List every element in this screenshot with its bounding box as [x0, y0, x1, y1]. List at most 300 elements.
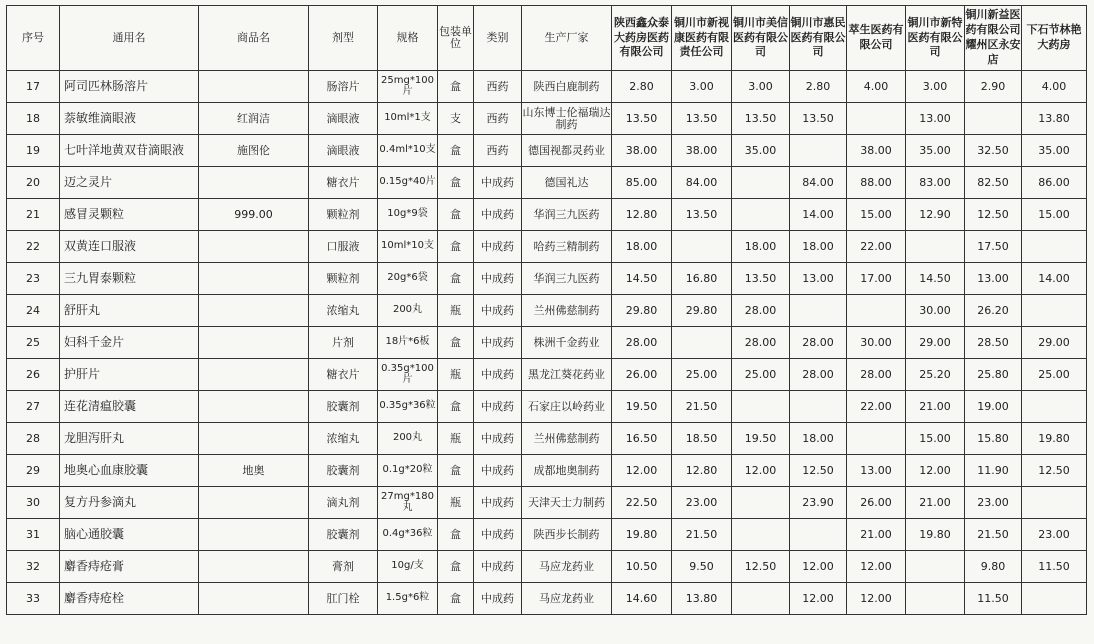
category-cell: 西药: [474, 103, 522, 135]
price-cell-supplier-3: 13.50: [732, 263, 790, 295]
price-cell-supplier-8: [1022, 487, 1087, 519]
manufacturer-cell: 德国视都灵药业: [522, 135, 612, 167]
price-cell-supplier-1: 16.50: [612, 423, 672, 455]
price-cell-supplier-4: 13.00: [790, 263, 847, 295]
dosage-form-cell: 颗粒剂: [309, 199, 378, 231]
spec-cell: 1.5g*6粒: [378, 583, 438, 615]
spec-cell: 27mg*180丸: [378, 487, 438, 519]
dosage-form-cell: 糖衣片: [309, 359, 378, 391]
generic-name-cell: 麝香痔疮栓: [60, 583, 199, 615]
price-cell-supplier-4: 12.00: [790, 583, 847, 615]
category-cell: 中成药: [474, 295, 522, 327]
pack-unit-cell: 瓶: [438, 359, 474, 391]
manufacturer-cell: 德国礼达: [522, 167, 612, 199]
price-cell-supplier-4: 28.00: [790, 359, 847, 391]
seq-cell: 19: [7, 135, 60, 167]
pack-unit-cell: 盒: [438, 135, 474, 167]
manufacturer-cell: 陕西步长制药: [522, 519, 612, 551]
price-cell-supplier-1: 19.50: [612, 391, 672, 423]
price-cell-supplier-2: 18.50: [672, 423, 732, 455]
seq-cell: 25: [7, 327, 60, 359]
price-cell-supplier-6: 12.90: [906, 199, 965, 231]
generic-name-cell: 感冒灵颗粒: [60, 199, 199, 231]
price-cell-supplier-1: 26.00: [612, 359, 672, 391]
trade-name-cell: [199, 487, 309, 519]
price-cell-supplier-5: 17.00: [847, 263, 906, 295]
price-cell-supplier-8: 11.50: [1022, 551, 1087, 583]
price-cell-supplier-7: [965, 103, 1022, 135]
pack-unit-cell: 盒: [438, 327, 474, 359]
price-cell-supplier-2: 13.50: [672, 199, 732, 231]
table-row: [7, 167, 1087, 199]
price-cell-supplier-7: 13.00: [965, 263, 1022, 295]
header-category: 类别: [474, 6, 522, 71]
trade-name-cell: [199, 71, 309, 103]
price-cell-supplier-5: [847, 295, 906, 327]
dosage-form-cell: 膏剂: [309, 551, 378, 583]
manufacturer-cell: 哈药三精制药: [522, 231, 612, 263]
price-cell-supplier-1: 19.80: [612, 519, 672, 551]
trade-name-cell: [199, 423, 309, 455]
price-cell-supplier-6: 21.00: [906, 391, 965, 423]
price-cell-supplier-5: 4.00: [847, 71, 906, 103]
price-cell-supplier-5: 15.00: [847, 199, 906, 231]
price-cell-supplier-6: [906, 583, 965, 615]
price-cell-supplier-1: 2.80: [612, 71, 672, 103]
header-seq: 序号: [7, 6, 60, 71]
price-cell-supplier-3: 19.50: [732, 423, 790, 455]
pack-unit-cell: 盒: [438, 391, 474, 423]
price-cell-supplier-2: 13.80: [672, 583, 732, 615]
spec-cell: 10g*9袋: [378, 199, 438, 231]
table-row: [7, 455, 1087, 487]
price-cell-supplier-7: 21.50: [965, 519, 1022, 551]
price-cell-supplier-7: 19.00: [965, 391, 1022, 423]
pack-unit-cell: 盒: [438, 583, 474, 615]
table-row: [7, 519, 1087, 551]
price-cell-supplier-8: [1022, 295, 1087, 327]
header-spec: 规格: [378, 6, 438, 71]
price-cell-supplier-1: 22.50: [612, 487, 672, 519]
price-cell-supplier-3: 28.00: [732, 295, 790, 327]
spec-cell: 20g*6袋: [378, 263, 438, 295]
category-cell: 中成药: [474, 167, 522, 199]
price-cell-supplier-8: 15.00: [1022, 199, 1087, 231]
category-cell: 中成药: [474, 423, 522, 455]
dosage-form-cell: 口服液: [309, 231, 378, 263]
price-cell-supplier-5: 12.00: [847, 583, 906, 615]
price-cell-supplier-8: [1022, 391, 1087, 423]
price-cell-supplier-8: [1022, 231, 1087, 263]
pack-unit-cell: 瓶: [438, 423, 474, 455]
pack-unit-cell: 瓶: [438, 487, 474, 519]
price-cell-supplier-2: 21.50: [672, 519, 732, 551]
generic-name-cell: 舒肝丸: [60, 295, 199, 327]
price-cell-supplier-5: 13.00: [847, 455, 906, 487]
price-cell-supplier-3: [732, 583, 790, 615]
category-cell: 中成药: [474, 519, 522, 551]
price-cell-supplier-6: 21.00: [906, 487, 965, 519]
price-cell-supplier-6: 83.00: [906, 167, 965, 199]
manufacturer-cell: 兰州佛慈制药: [522, 295, 612, 327]
generic-name-cell: 迈之灵片: [60, 167, 199, 199]
price-cell-supplier-8: 23.00: [1022, 519, 1087, 551]
header-supplier-7: 铜川新益医药有限公司耀州区永安店: [965, 6, 1022, 71]
generic-name-cell: 双黄连口服液: [60, 231, 199, 263]
price-cell-supplier-7: 2.90: [965, 71, 1022, 103]
header-supplier-6: 铜川市新特医药有限公司: [906, 6, 965, 71]
table-row: [7, 359, 1087, 391]
price-cell-supplier-2: 29.80: [672, 295, 732, 327]
seq-cell: 31: [7, 519, 60, 551]
price-cell-supplier-6: 13.00: [906, 103, 965, 135]
price-cell-supplier-6: 14.50: [906, 263, 965, 295]
price-cell-supplier-8: [1022, 583, 1087, 615]
category-cell: 中成药: [474, 487, 522, 519]
table-row: [7, 551, 1087, 583]
trade-name-cell: [199, 231, 309, 263]
seq-cell: 32: [7, 551, 60, 583]
manufacturer-cell: 兰州佛慈制药: [522, 423, 612, 455]
price-cell-supplier-4: 2.80: [790, 71, 847, 103]
spec-cell: 10ml*1支: [378, 103, 438, 135]
category-cell: 中成药: [474, 231, 522, 263]
price-table: [6, 5, 1087, 615]
price-cell-supplier-5: 26.00: [847, 487, 906, 519]
manufacturer-cell: 陕西白鹿制药: [522, 71, 612, 103]
table-row: [7, 103, 1087, 135]
dosage-form-cell: 胶囊剂: [309, 455, 378, 487]
price-cell-supplier-1: 18.00: [612, 231, 672, 263]
price-cell-supplier-4: 28.00: [790, 327, 847, 359]
price-cell-supplier-4: 13.50: [790, 103, 847, 135]
dosage-form-cell: 片剂: [309, 327, 378, 359]
table-row: [7, 487, 1087, 519]
dosage-form-cell: 滴丸剂: [309, 487, 378, 519]
spec-cell: 18片*6板: [378, 327, 438, 359]
header-dosage-form: 剂型: [309, 6, 378, 71]
price-cell-supplier-1: 10.50: [612, 551, 672, 583]
price-cell-supplier-7: 15.80: [965, 423, 1022, 455]
price-cell-supplier-2: 25.00: [672, 359, 732, 391]
generic-name-cell: 地奥心血康胶囊: [60, 455, 199, 487]
spec-cell: 0.4g*36粒: [378, 519, 438, 551]
dosage-form-cell: 滴眼液: [309, 135, 378, 167]
table-row: [7, 583, 1087, 615]
price-cell-supplier-2: 16.80: [672, 263, 732, 295]
table-row: [7, 135, 1087, 167]
generic-name-cell: 妇科千金片: [60, 327, 199, 359]
price-cell-supplier-3: [732, 167, 790, 199]
category-cell: 中成药: [474, 583, 522, 615]
price-cell-supplier-7: 28.50: [965, 327, 1022, 359]
spec-cell: 0.4ml*10支: [378, 135, 438, 167]
price-cell-supplier-1: 12.80: [612, 199, 672, 231]
pack-unit-cell: 盒: [438, 455, 474, 487]
spec-cell: 10ml*10支: [378, 231, 438, 263]
price-cell-supplier-4: 18.00: [790, 423, 847, 455]
price-cell-supplier-1: 29.80: [612, 295, 672, 327]
manufacturer-cell: 天津天士力制药: [522, 487, 612, 519]
spec-cell: 0.35g*36粒: [378, 391, 438, 423]
price-cell-supplier-4: 14.00: [790, 199, 847, 231]
trade-name-cell: [199, 263, 309, 295]
trade-name-cell: [199, 583, 309, 615]
seq-cell: 17: [7, 71, 60, 103]
header-trade-name: 商品名: [199, 6, 309, 71]
price-cell-supplier-1: 38.00: [612, 135, 672, 167]
price-cell-supplier-2: 13.50: [672, 103, 732, 135]
seq-cell: 28: [7, 423, 60, 455]
price-cell-supplier-7: 9.80: [965, 551, 1022, 583]
trade-name-cell: [199, 359, 309, 391]
price-cell-supplier-2: 9.50: [672, 551, 732, 583]
seq-cell: 29: [7, 455, 60, 487]
price-cell-supplier-1: 14.60: [612, 583, 672, 615]
seq-cell: 21: [7, 199, 60, 231]
price-cell-supplier-5: 21.00: [847, 519, 906, 551]
pack-unit-cell: 盒: [438, 167, 474, 199]
price-cell-supplier-1: 13.50: [612, 103, 672, 135]
price-cell-supplier-6: 19.80: [906, 519, 965, 551]
generic-name-cell: 三九胃泰颗粒: [60, 263, 199, 295]
trade-name-cell: 施图伦: [199, 135, 309, 167]
spec-cell: 200丸: [378, 295, 438, 327]
table-body: [7, 71, 1087, 615]
price-cell-supplier-2: [672, 327, 732, 359]
category-cell: 中成药: [474, 391, 522, 423]
generic-name-cell: 龙胆泻肝丸: [60, 423, 199, 455]
price-cell-supplier-3: 28.00: [732, 327, 790, 359]
generic-name-cell: 七叶洋地黄双苷滴眼液: [60, 135, 199, 167]
table-row: [7, 231, 1087, 263]
manufacturer-cell: 黑龙江葵花药业: [522, 359, 612, 391]
trade-name-cell: 999.00: [199, 199, 309, 231]
price-cell-supplier-5: 38.00: [847, 135, 906, 167]
dosage-form-cell: 浓缩丸: [309, 423, 378, 455]
manufacturer-cell: 成都地奥制药: [522, 455, 612, 487]
price-cell-supplier-5: 28.00: [847, 359, 906, 391]
dosage-form-cell: 肛门栓: [309, 583, 378, 615]
manufacturer-cell: 华润三九医药: [522, 199, 612, 231]
category-cell: 中成药: [474, 455, 522, 487]
price-cell-supplier-2: [672, 231, 732, 263]
price-cell-supplier-7: 82.50: [965, 167, 1022, 199]
price-cell-supplier-3: 18.00: [732, 231, 790, 263]
spec-cell: 25mg*100片: [378, 71, 438, 103]
spec-cell: 0.35g*100片: [378, 359, 438, 391]
table-row: [7, 263, 1087, 295]
generic-name-cell: 萘敏维滴眼液: [60, 103, 199, 135]
category-cell: 中成药: [474, 551, 522, 583]
table-row: [7, 327, 1087, 359]
price-cell-supplier-2: 21.50: [672, 391, 732, 423]
category-cell: 中成药: [474, 359, 522, 391]
price-cell-supplier-3: 13.50: [732, 103, 790, 135]
price-cell-supplier-4: 23.90: [790, 487, 847, 519]
category-cell: 中成药: [474, 327, 522, 359]
price-cell-supplier-8: 14.00: [1022, 263, 1087, 295]
pack-unit-cell: 瓶: [438, 295, 474, 327]
price-cell-supplier-3: 25.00: [732, 359, 790, 391]
spec-cell: 10g/支: [378, 551, 438, 583]
price-cell-supplier-8: 29.00: [1022, 327, 1087, 359]
trade-name-cell: [199, 167, 309, 199]
price-cell-supplier-6: 25.20: [906, 359, 965, 391]
pack-unit-cell: 盒: [438, 71, 474, 103]
header-manufacturer: 生产厂家: [522, 6, 612, 71]
price-cell-supplier-4: 12.50: [790, 455, 847, 487]
price-cell-supplier-3: [732, 519, 790, 551]
spec-cell: 0.1g*20粒: [378, 455, 438, 487]
category-cell: 中成药: [474, 263, 522, 295]
generic-name-cell: 麝香痔疮膏: [60, 551, 199, 583]
price-cell-supplier-7: 17.50: [965, 231, 1022, 263]
generic-name-cell: 复方丹参滴丸: [60, 487, 199, 519]
price-cell-supplier-7: 12.50: [965, 199, 1022, 231]
price-cell-supplier-2: 23.00: [672, 487, 732, 519]
spec-cell: 0.15g*40片: [378, 167, 438, 199]
manufacturer-cell: 马应龙药业: [522, 551, 612, 583]
price-cell-supplier-8: 25.00: [1022, 359, 1087, 391]
manufacturer-cell: 山东博士伦福瑞达制药: [522, 103, 612, 135]
trade-name-cell: [199, 327, 309, 359]
price-cell-supplier-8: 86.00: [1022, 167, 1087, 199]
price-cell-supplier-4: 84.00: [790, 167, 847, 199]
spec-cell: 200丸: [378, 423, 438, 455]
pack-unit-cell: 盒: [438, 199, 474, 231]
price-cell-supplier-8: 12.50: [1022, 455, 1087, 487]
price-cell-supplier-6: 35.00: [906, 135, 965, 167]
trade-name-cell: [199, 551, 309, 583]
price-cell-supplier-4: [790, 295, 847, 327]
manufacturer-cell: 株洲千金药业: [522, 327, 612, 359]
dosage-form-cell: 胶囊剂: [309, 391, 378, 423]
price-cell-supplier-7: 11.90: [965, 455, 1022, 487]
header-generic-name: 通用名: [60, 6, 199, 71]
price-comparison-sheet: [6, 5, 1087, 615]
price-cell-supplier-6: 12.00: [906, 455, 965, 487]
price-cell-supplier-8: 19.80: [1022, 423, 1087, 455]
header-supplier-2: 铜川市新视康医药有限责任公司: [672, 6, 732, 71]
trade-name-cell: [199, 295, 309, 327]
price-cell-supplier-1: 14.50: [612, 263, 672, 295]
seq-cell: 24: [7, 295, 60, 327]
price-cell-supplier-2: 12.80: [672, 455, 732, 487]
price-cell-supplier-6: [906, 231, 965, 263]
dosage-form-cell: 胶囊剂: [309, 519, 378, 551]
header-row: [7, 6, 1087, 71]
category-cell: 中成药: [474, 199, 522, 231]
category-cell: 西药: [474, 135, 522, 167]
price-cell-supplier-6: [906, 551, 965, 583]
dosage-form-cell: 糖衣片: [309, 167, 378, 199]
manufacturer-cell: 华润三九医药: [522, 263, 612, 295]
price-cell-supplier-2: 38.00: [672, 135, 732, 167]
price-cell-supplier-1: 85.00: [612, 167, 672, 199]
price-cell-supplier-6: 15.00: [906, 423, 965, 455]
pack-unit-cell: 盒: [438, 519, 474, 551]
header-supplier-1: 陕西鑫众泰大药房医药有限公司: [612, 6, 672, 71]
generic-name-cell: 脑心通胶囊: [60, 519, 199, 551]
trade-name-cell: 红润洁: [199, 103, 309, 135]
seq-cell: 27: [7, 391, 60, 423]
price-cell-supplier-6: 29.00: [906, 327, 965, 359]
generic-name-cell: 护肝片: [60, 359, 199, 391]
pack-unit-cell: 盒: [438, 551, 474, 583]
seq-cell: 30: [7, 487, 60, 519]
price-cell-supplier-7: 11.50: [965, 583, 1022, 615]
dosage-form-cell: 颗粒剂: [309, 263, 378, 295]
price-cell-supplier-4: 12.00: [790, 551, 847, 583]
table-row: [7, 199, 1087, 231]
price-cell-supplier-7: 32.50: [965, 135, 1022, 167]
price-cell-supplier-5: 88.00: [847, 167, 906, 199]
seq-cell: 18: [7, 103, 60, 135]
price-cell-supplier-5: [847, 423, 906, 455]
pack-unit-cell: 支: [438, 103, 474, 135]
price-cell-supplier-3: [732, 391, 790, 423]
dosage-form-cell: 滴眼液: [309, 103, 378, 135]
price-cell-supplier-2: 3.00: [672, 71, 732, 103]
trade-name-cell: 地奥: [199, 455, 309, 487]
price-cell-supplier-4: [790, 519, 847, 551]
price-cell-supplier-6: 30.00: [906, 295, 965, 327]
price-cell-supplier-4: 18.00: [790, 231, 847, 263]
header-supplier-5: 萃生医药有限公司: [847, 6, 906, 71]
price-cell-supplier-5: 30.00: [847, 327, 906, 359]
table-row: [7, 71, 1087, 103]
price-cell-supplier-6: 3.00: [906, 71, 965, 103]
header-supplier-4: 铜川市惠民医药有限公司: [790, 6, 847, 71]
category-cell: 西药: [474, 71, 522, 103]
price-cell-supplier-7: 25.80: [965, 359, 1022, 391]
seq-cell: 33: [7, 583, 60, 615]
price-cell-supplier-3: 12.00: [732, 455, 790, 487]
manufacturer-cell: 石家庄以岭药业: [522, 391, 612, 423]
price-cell-supplier-3: 35.00: [732, 135, 790, 167]
seq-cell: 20: [7, 167, 60, 199]
trade-name-cell: [199, 391, 309, 423]
header-supplier-8: 下石节林艳大药房: [1022, 6, 1087, 71]
trade-name-cell: [199, 519, 309, 551]
price-cell-supplier-2: 84.00: [672, 167, 732, 199]
dosage-form-cell: 浓缩丸: [309, 295, 378, 327]
price-cell-supplier-1: 28.00: [612, 327, 672, 359]
price-cell-supplier-8: 4.00: [1022, 71, 1087, 103]
manufacturer-cell: 马应龙药业: [522, 583, 612, 615]
price-cell-supplier-4: [790, 391, 847, 423]
price-cell-supplier-3: [732, 199, 790, 231]
table-row: [7, 295, 1087, 327]
seq-cell: 23: [7, 263, 60, 295]
price-cell-supplier-4: [790, 135, 847, 167]
table-row: [7, 391, 1087, 423]
seq-cell: 26: [7, 359, 60, 391]
generic-name-cell: 阿司匹林肠溶片: [60, 71, 199, 103]
pack-unit-cell: 盒: [438, 231, 474, 263]
generic-name-cell: 连花清瘟胶囊: [60, 391, 199, 423]
price-cell-supplier-8: 13.80: [1022, 103, 1087, 135]
price-cell-supplier-8: 35.00: [1022, 135, 1087, 167]
price-cell-supplier-7: 23.00: [965, 487, 1022, 519]
price-cell-supplier-5: 12.00: [847, 551, 906, 583]
seq-cell: 22: [7, 231, 60, 263]
header-supplier-3: 铜川市美信医药有限公司: [732, 6, 790, 71]
table-row: [7, 423, 1087, 455]
price-cell-supplier-5: [847, 103, 906, 135]
pack-unit-cell: 盒: [438, 263, 474, 295]
